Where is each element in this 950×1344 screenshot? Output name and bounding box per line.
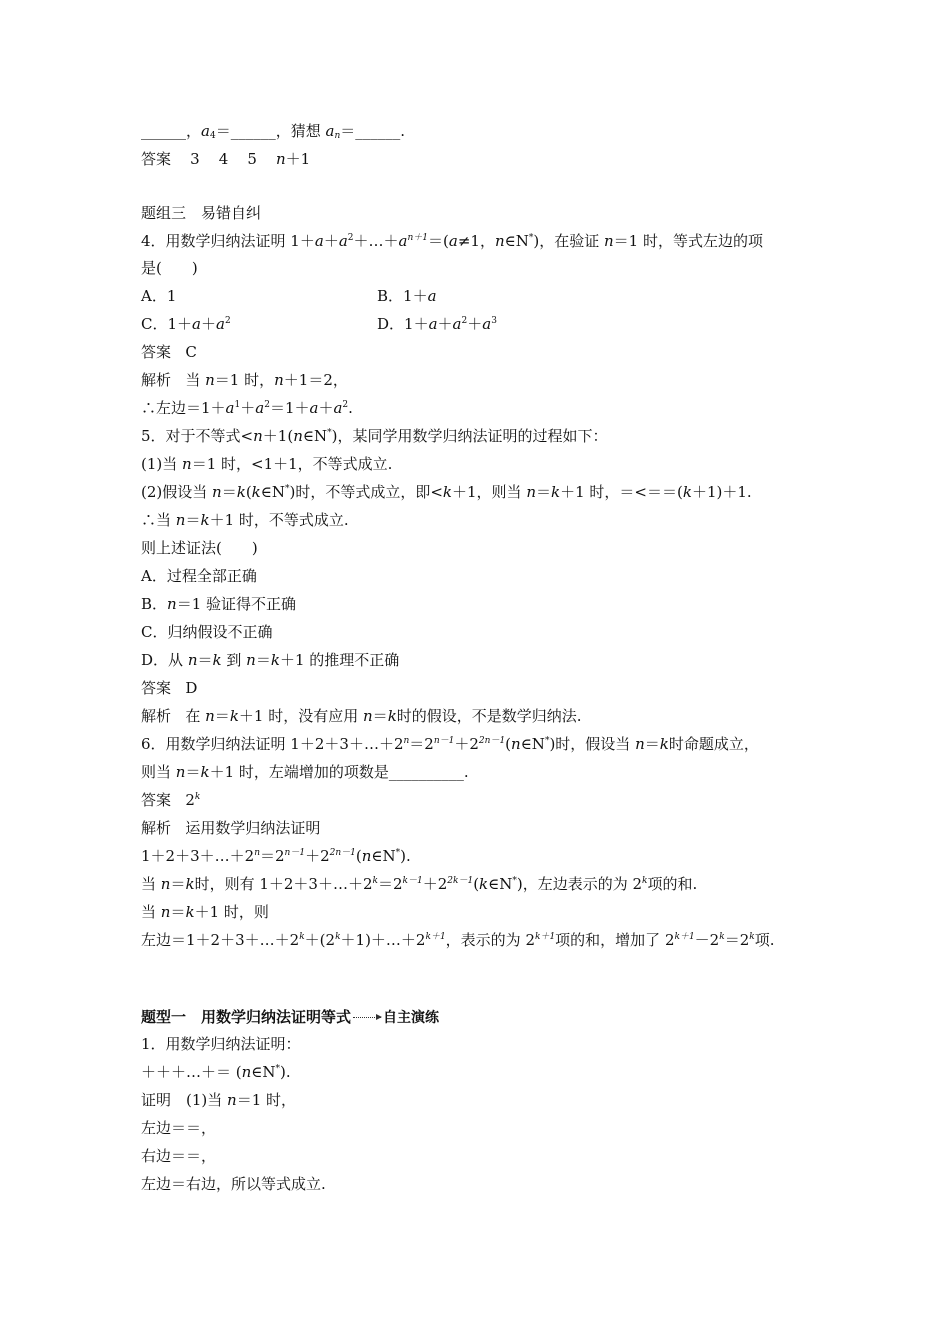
answer-top: 答案 3 4 5 n＋1 [141, 150, 311, 168]
q5-option-d: D．从 n＝k 到 n＝k＋1 的推理不正确 [141, 651, 400, 669]
type1-left-side: 左边＝＝， [141, 1119, 217, 1137]
q6-answer: 答案 2$^k$ [141, 791, 201, 809]
fill-in-line: ______，$a_4=\_\_\_\_\_\_$，猜想 $a_n=\_\_\_\_\_\_$. [141, 122, 406, 141]
q4-stem-line1: 4．用数学归纳法证明 $1+a+a^2+\dots+a^{n+1}=(a\ne 1$，n∈N*)，在验证 n＝1 时，等式左边的项 [141, 232, 763, 250]
q5-answer: 答案 D [141, 679, 198, 697]
type1-tag: 自主演练 [383, 1010, 440, 1026]
q6-stem-line2: 则当 n＝k＋1 时，左端增加的项数是__________. [141, 763, 469, 781]
q5-option-a: A．过程全部正确 [141, 567, 257, 585]
q5-option-c: C．归纳假设不正确 [141, 623, 273, 641]
q4-analysis-1: 解析 当 n＝1 时，n＋1＝2， [141, 371, 348, 389]
q6-analysis-3: 当 n＝k时，则有 $1+2+3+\dots+2^k=2^{k-1}+2^{2k-1}(k\in N^*)$，左边表示的为 2$^k$项的和. [141, 875, 698, 893]
group3-title: 题组三 易错自纠 [141, 204, 262, 222]
q4-answer: 答案 C [141, 343, 197, 361]
q5-proof-step2: (2)假设当 n＝k(k∈N*)时，不等式成立，即<k＋1，则当 n＝k＋1 时，＝<＝＝(k＋1)＋1. [141, 483, 752, 501]
q5-option-b: B．n＝1 验证得不正确 [141, 595, 297, 613]
type1-right-side: 右边＝＝， [141, 1147, 217, 1165]
q4-stem-line2: 是( ) [141, 259, 198, 277]
type1-proof-start: 证明 (1)当 n＝1 时， [141, 1091, 297, 1109]
q5-stem: 5．对于不等式<n＋1(n∈N*)，某同学用数学归纳法证明的过程如下： [141, 427, 608, 445]
q4-analysis-2: ∴左边$=1+a^1+a^2=1+a+a^2$. [141, 399, 353, 417]
q6-analysis-2: $1+2+3+\dots+2^n=2^{n-1}+2^{2n-1}(n\in N^*)$. [141, 847, 411, 865]
type1-heading [141, 1004, 439, 1031]
arrow-right-icon [353, 1017, 381, 1018]
q5-question: 则上述证法( ) [141, 539, 258, 557]
q6-analysis-4: 当 n＝k＋1 时，则 [141, 903, 269, 921]
q6-stem-line1: 6．用数学归纳法证明 $1+2+3+\dots+2^n=2^{n-1}+2^{2n-1}(n\in N^*)$时，假设当 n＝k时命题成立， [141, 735, 759, 753]
type1-title: 题型一 用数学归纳法证明等式 [141, 1008, 352, 1026]
q4-options-ab: A．1 B．1＋a [141, 287, 437, 305]
type1-conclusion: 左边＝右边，所以等式成立. [141, 1175, 326, 1193]
type1-formula: ＋＋＋…＋＝ (n∈N*). [141, 1063, 291, 1081]
q4-options-cd: C．$1+a+a^2$ D．$1+a+a^2+a^3$ [141, 315, 497, 333]
q6-analysis-1: 解析 运用数学归纳法证明 [141, 819, 321, 837]
q5-proof-conclusion: ∴当 n＝k＋1 时，不等式成立. [141, 511, 349, 529]
q6-analysis-5: 左边$=1+2+3+\dots+2^k+(2^k+1)+\dots+2^{k+1}$，表示的为 $2^{k+1}$项的和，增加了 $2^{k+1}-2^k=2^k$项. [141, 931, 775, 949]
type1-q1: 1．用数学归纳法证明： [141, 1035, 301, 1053]
q5-analysis: 解析 在 n＝k＋1 时，没有应用 n＝k时的假设，不是数学归纳法. [141, 707, 582, 725]
q5-proof-step1: (1)当 n＝1 时，<1＋1，不等式成立. [141, 455, 393, 473]
